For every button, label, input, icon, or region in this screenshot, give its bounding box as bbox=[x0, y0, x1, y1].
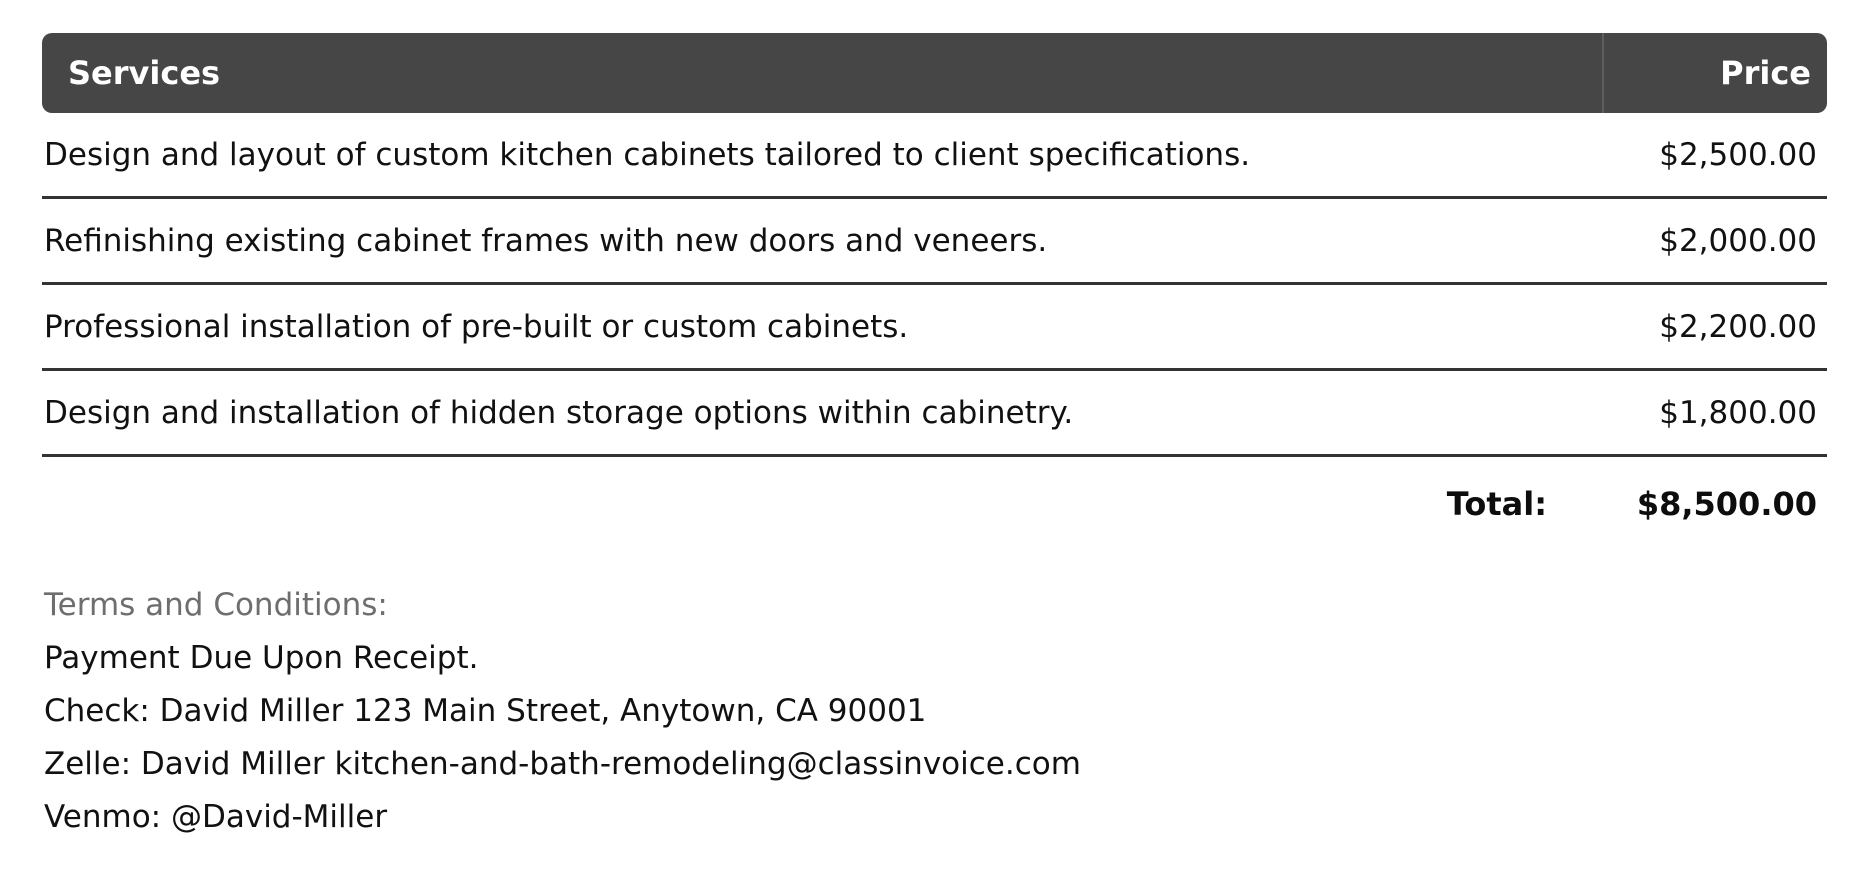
services-table bbox=[42, 33, 1827, 550]
price-column-header: Price bbox=[1602, 33, 1827, 113]
table-header-row bbox=[42, 33, 1827, 113]
table-row bbox=[42, 371, 1827, 457]
invoice-document bbox=[42, 33, 1827, 844]
service-description: Design and installation of hidden storage options within cabinetry. bbox=[44, 394, 1074, 431]
terms-line-payment: Payment Due Upon Receipt. bbox=[44, 640, 479, 676]
services-column-header: Services bbox=[68, 54, 221, 92]
table-row bbox=[42, 199, 1827, 285]
table-row bbox=[42, 113, 1827, 199]
service-price: $2,200.00 bbox=[1659, 308, 1817, 345]
total-row bbox=[42, 457, 1827, 550]
terms-line-check: Check: David Miller 123 Main Street, Anytown, CA 90001 bbox=[44, 693, 927, 729]
service-description: Design and layout of custom kitchen cabinets tailored to client specifications. bbox=[44, 136, 1251, 173]
table-row bbox=[42, 285, 1827, 371]
terms-line-venmo: Venmo: @David-Miller bbox=[44, 799, 388, 835]
service-description: Refinishing existing cabinet frames with new doors and veneers. bbox=[44, 222, 1048, 259]
service-price: $2,500.00 bbox=[1659, 136, 1817, 173]
total-amount: $8,500.00 bbox=[1636, 484, 1817, 523]
service-price: $2,000.00 bbox=[1659, 222, 1817, 259]
service-price: $1,800.00 bbox=[1659, 394, 1817, 431]
terms-heading: Terms and Conditions: bbox=[44, 587, 388, 623]
total-label: Total: bbox=[1446, 484, 1547, 523]
terms-line-zelle: Zelle: David Miller kitchen-and-bath-remodeling@classinvoice.com bbox=[44, 746, 1081, 782]
terms-and-conditions-section bbox=[42, 578, 1827, 844]
service-description: Professional installation of pre-built or custom cabinets. bbox=[44, 308, 909, 345]
